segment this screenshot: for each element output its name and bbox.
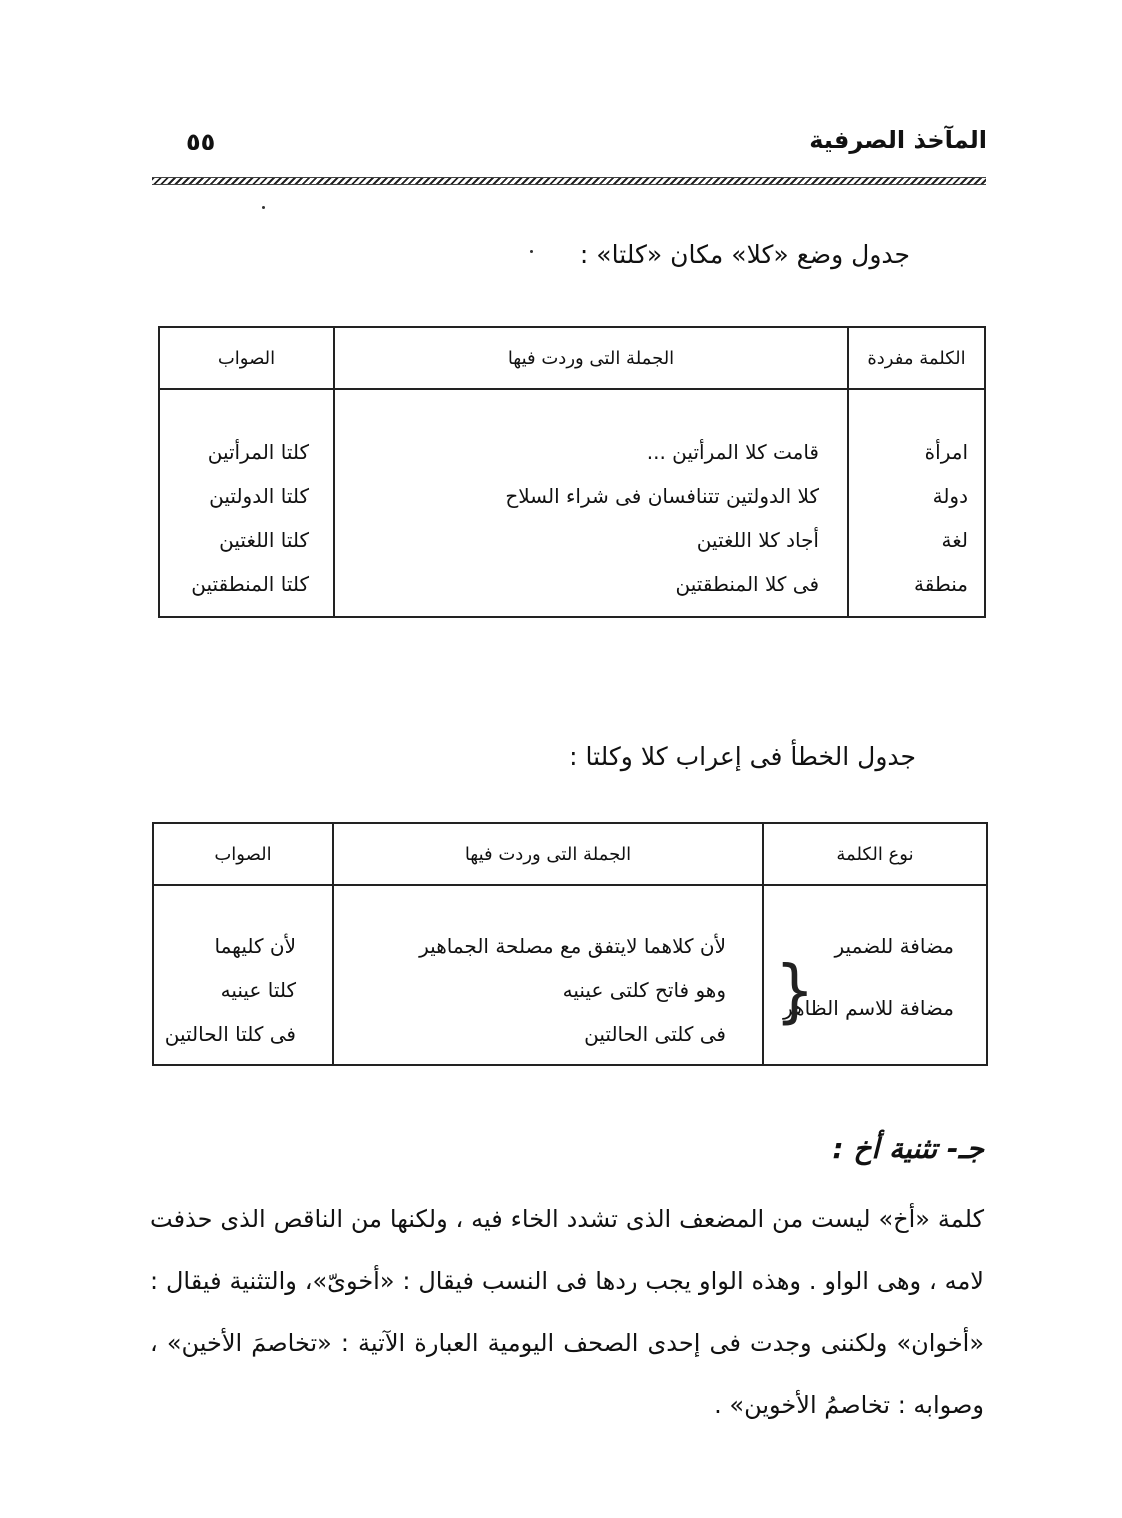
table-cell: مضافة للضمير — [834, 934, 954, 958]
table-cell: أجاد كلا اللغتين — [696, 528, 819, 552]
kila-kilta-parsing-table — [152, 822, 988, 1066]
table-cell: كلتا المنطقتين — [191, 572, 309, 596]
table-cell: كلتا عينيه — [220, 978, 296, 1002]
table-cell: امرأة — [924, 440, 968, 464]
curly-brace-icon: } — [775, 950, 815, 1031]
column-header-type: نوع الكلمة — [763, 823, 987, 885]
table-cell: لأن كلاهما لايتفق مع مصلحة الجماهير — [419, 934, 726, 958]
sentence-column — [334, 389, 848, 617]
speck — [530, 250, 533, 253]
speck — [262, 206, 265, 209]
body-paragraph — [150, 1188, 984, 1436]
table-cell: كلتا اللغتين — [219, 528, 309, 552]
paragraph-text: كلمة «أخ» ليست من المضعف الذى تشدد الخاء فيه ، ولكنها من الناقص الذى حذفت لامه ، وهى الواو . وهذه الواو يجب ردها فى النسب فيقال : «أخوىّ»، والتثنية فيقال : «أخوان» ولكننى وجدت فى إحدى الصحف اليومية العبارة الآتية : «تخاصمَ الأخين» ، وصوابه : تخاصمُ الأخوين» . — [150, 1205, 984, 1419]
table-cell: كلتا الدولتين — [209, 484, 309, 508]
column-header-sentence: الجملة التى وردت فيها — [333, 823, 763, 885]
correct-column — [153, 885, 333, 1065]
table-cell: منطقة — [914, 572, 968, 596]
table-cell: دولة — [932, 484, 968, 508]
table-cell: كلا الدولتين تتنافسان فى شراء السلاح — [505, 484, 819, 508]
page-number: ٥٥ — [186, 128, 216, 156]
header-rule — [152, 177, 986, 185]
column-header-correct: الصواب — [159, 327, 334, 389]
kila-kilta-table — [158, 326, 986, 618]
word-column — [848, 389, 985, 617]
column-header-correct: الصواب — [153, 823, 333, 885]
correct-column — [159, 389, 334, 617]
table-cell: قامت كلا المرأتين ... — [646, 440, 819, 464]
table-cell: لأن كليهما — [214, 934, 296, 958]
table-cell: مضافة للاسم الظاهر — [783, 996, 954, 1020]
table-cell: فى كلا المنطقتين — [675, 572, 819, 596]
table-cell: فى كلتى الحالتين — [584, 1022, 726, 1046]
table-cell: لغة — [941, 528, 968, 552]
table-cell: فى كلتا الحالتين — [164, 1022, 296, 1046]
column-header-sentence: الجملة التى وردت فيها — [334, 327, 848, 389]
running-header-title: المآخذ الصرفية — [809, 126, 987, 154]
sentence-column — [333, 885, 763, 1065]
table2-heading: جدول الخطأ فى إعراب كلا وكلتا : — [569, 742, 916, 771]
section-title: جـ- تثنية أخ : — [832, 1132, 984, 1165]
table-cell: وهو فاتح كلتى عينيه — [562, 978, 726, 1002]
table1-heading: جدول وضع «كلا» مكان «كلتا» : — [579, 240, 910, 269]
table-cell: كلتا المرأتين — [207, 440, 309, 464]
column-header-word: الكلمة مفردة — [848, 327, 985, 389]
